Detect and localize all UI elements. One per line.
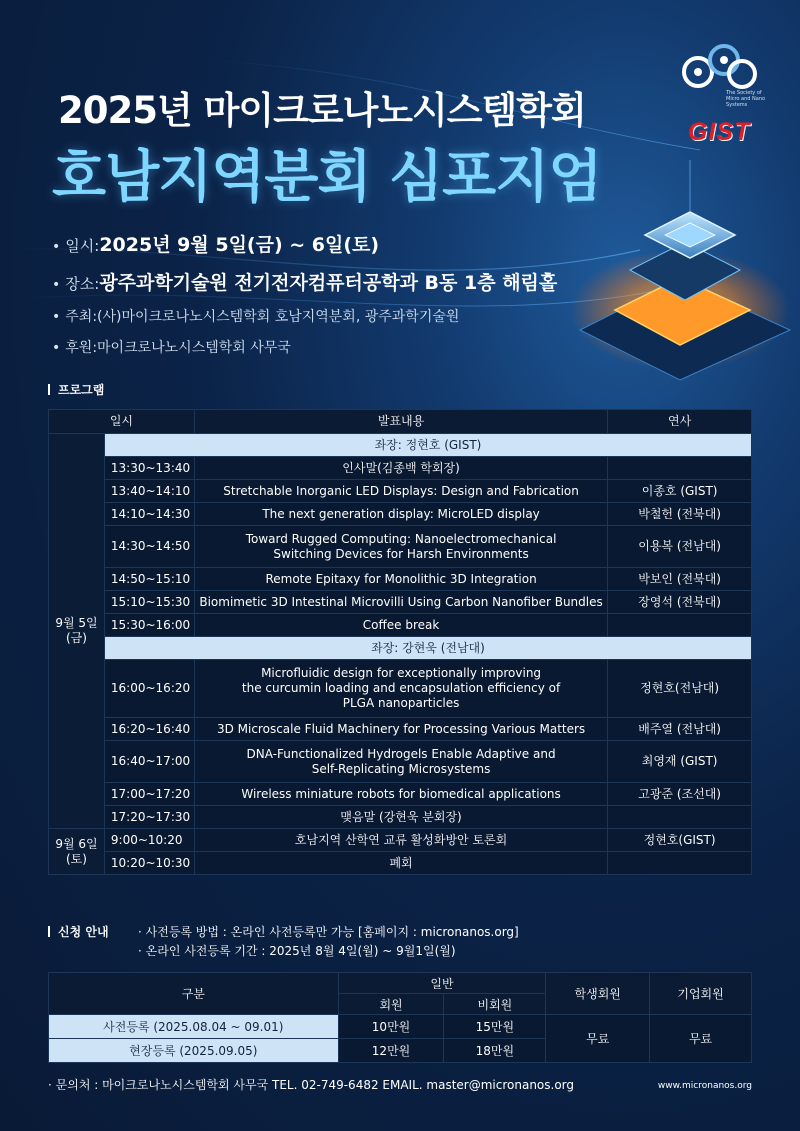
fee-header-type: 구분 bbox=[49, 973, 339, 1015]
registration-section-label: 신청 안내 bbox=[58, 925, 109, 939]
session-time: 17:00~17:20 bbox=[104, 783, 194, 806]
session-row bbox=[49, 741, 752, 783]
session-time: 14:50~15:10 bbox=[104, 568, 194, 591]
session-speaker bbox=[608, 614, 752, 637]
section-bar bbox=[48, 926, 50, 937]
session-speaker: 정현호(전남대) bbox=[608, 660, 752, 718]
event-info bbox=[52, 230, 557, 368]
chair-cell: 좌장: 강현욱 (전남대) bbox=[104, 637, 751, 660]
session-row bbox=[49, 503, 752, 526]
session-speaker: 이용복 (전남대) bbox=[608, 526, 752, 568]
fee-header-member: 회원 bbox=[338, 994, 444, 1015]
session-time: 17:20~17:30 bbox=[104, 806, 194, 829]
session-row bbox=[49, 457, 752, 480]
fee-member: 12만원 bbox=[338, 1039, 444, 1063]
session-time: 14:30~14:50 bbox=[104, 526, 194, 568]
session-speaker: 박보인 (전북대) bbox=[608, 568, 752, 591]
session-row bbox=[49, 829, 752, 852]
title-line1: 2025년 마이크로나노시스템학회 bbox=[58, 89, 586, 132]
chair-row bbox=[49, 637, 752, 660]
session-title: DNA-Functionalized Hydrogels Enable Adaptive and Self-Replicating Microsystems bbox=[194, 741, 607, 783]
session-title: Coffee break bbox=[194, 614, 607, 637]
session-speaker bbox=[608, 806, 752, 829]
session-time: 16:40~17:00 bbox=[104, 741, 194, 783]
session-speaker: 박철헌 (전북대) bbox=[608, 503, 752, 526]
session-title: Microfluidic design for exceptionally improving the curcumin loading and encapsulation efficiency of PLGA nanoparticles bbox=[194, 660, 607, 718]
info-venue bbox=[52, 268, 557, 295]
info-date bbox=[52, 230, 557, 257]
fee-row bbox=[49, 1015, 752, 1039]
fee-table bbox=[48, 972, 752, 1063]
session-title: 호남지역 산학연 교류 활성화방안 토론회 bbox=[194, 829, 607, 852]
program-body bbox=[49, 434, 752, 875]
fee-nonmember: 18만원 bbox=[444, 1039, 546, 1063]
session-row bbox=[49, 480, 752, 503]
session-time: 9:00~10:20 bbox=[104, 829, 194, 852]
day-label: 9월 6일 (토) bbox=[49, 829, 105, 875]
fee-nonmember: 15만원 bbox=[444, 1015, 546, 1039]
bullet: • bbox=[52, 277, 61, 293]
session-title: Wireless miniature robots for biomedical applications bbox=[194, 783, 607, 806]
section-bar bbox=[48, 384, 50, 395]
session-row bbox=[49, 614, 752, 637]
session-title: 폐회 bbox=[194, 852, 607, 875]
fee-type: 현장등록 (2025.09.05) bbox=[49, 1039, 339, 1063]
program-table bbox=[48, 409, 752, 875]
session-speaker: 이종호 (GIST) bbox=[608, 480, 752, 503]
fee-header-company: 기업회원 bbox=[650, 973, 752, 1015]
session-row bbox=[49, 806, 752, 829]
info-value: 마이크로나노시스템학회 사무국 bbox=[97, 340, 291, 356]
day-label: 9월 5일 (금) bbox=[49, 434, 105, 829]
fee-header-student: 학생회원 bbox=[546, 973, 650, 1015]
info-value: (사)마이크로나노시스템학회 호남지역분회, 광주과학기술원 bbox=[97, 309, 460, 325]
session-speaker: 정현호(GIST) bbox=[608, 829, 752, 852]
session-row bbox=[49, 783, 752, 806]
fee-type: 사전등록 (2025.08.04 ~ 09.01) bbox=[49, 1015, 339, 1039]
session-title: 맺음말 (강현욱 분회장) bbox=[194, 806, 607, 829]
registration-line2: · 온라인 사전등록 기간 : 2025년 8월 4일(월) ~ 9월1일(월) bbox=[138, 944, 456, 958]
chair-row bbox=[49, 434, 752, 457]
program-section-title bbox=[48, 381, 104, 398]
gist-logo: GIST bbox=[688, 118, 751, 146]
session-row bbox=[49, 526, 752, 568]
society-logo bbox=[682, 42, 766, 108]
chip-illustration bbox=[560, 160, 800, 390]
session-time: 15:10~15:30 bbox=[104, 591, 194, 614]
fee-header-row bbox=[49, 973, 752, 994]
session-time: 16:20~16:40 bbox=[104, 718, 194, 741]
session-speaker bbox=[608, 852, 752, 875]
session-row bbox=[49, 718, 752, 741]
fee-header-nonmember: 비회원 bbox=[444, 994, 546, 1015]
col-header-title: 발표내용 bbox=[194, 410, 607, 434]
session-speaker: 배주열 (전남대) bbox=[608, 718, 752, 741]
chair-cell: 좌장: 정현호 (GIST) bbox=[104, 434, 751, 457]
session-title: Toward Rugged Computing: Nanoelectromechanical Switching Devices for Harsh Environments bbox=[194, 526, 607, 568]
program-header-row bbox=[49, 410, 752, 434]
session-speaker: 최영재 (GIST) bbox=[608, 741, 752, 783]
info-sponsor bbox=[52, 337, 557, 357]
website-url: www.micronanos.org bbox=[657, 1081, 752, 1091]
info-label: 일시: bbox=[65, 237, 100, 255]
registration-line1: · 사전등록 방법 : 온라인 사전등록만 가능 [홈페이지 : micronanos.org] bbox=[138, 925, 519, 939]
title-line2: 호남지역분회 심포지엄 bbox=[52, 145, 602, 210]
session-title: Biomimetic 3D Intestinal Microvilli Using Carbon Nanofiber Bundles bbox=[194, 591, 607, 614]
bullet: • bbox=[52, 309, 61, 325]
session-speaker: 고광준 (조선대) bbox=[608, 783, 752, 806]
bullet: • bbox=[52, 239, 61, 255]
fee-member: 10만원 bbox=[338, 1015, 444, 1039]
program-section-label: 프로그램 bbox=[58, 383, 105, 397]
session-row bbox=[49, 568, 752, 591]
info-label: 후원: bbox=[65, 340, 98, 356]
session-time: 13:40~14:10 bbox=[104, 480, 194, 503]
session-time: 16:00~16:20 bbox=[104, 660, 194, 718]
bullet: • bbox=[52, 340, 61, 356]
session-time: 13:30~13:40 bbox=[104, 457, 194, 480]
info-value: 2025년 9월 5일(금) ~ 6일(토) bbox=[99, 234, 380, 256]
session-time: 10:20~10:30 bbox=[104, 852, 194, 875]
session-title: 3D Microscale Fluid Machinery for Processing Various Matters bbox=[194, 718, 607, 741]
session-title: 인사말(김종백 학회장) bbox=[194, 457, 607, 480]
info-label: 주최: bbox=[65, 309, 98, 325]
registration-lines bbox=[138, 923, 519, 961]
session-row bbox=[49, 852, 752, 875]
session-title: Remote Epitaxy for Monolithic 3D Integration bbox=[194, 568, 607, 591]
col-header-speaker: 연사 bbox=[608, 410, 752, 434]
session-title: The next generation display: MicroLED display bbox=[194, 503, 607, 526]
society-logo-text: The Society of Micro and Nano Systems bbox=[726, 90, 766, 108]
info-label: 장소: bbox=[65, 275, 100, 293]
session-speaker bbox=[608, 457, 752, 480]
session-row bbox=[49, 591, 752, 614]
fee-company: 무료 bbox=[650, 1015, 752, 1063]
fee-student: 무료 bbox=[546, 1015, 650, 1063]
session-row bbox=[49, 660, 752, 718]
fee-header-general: 일반 bbox=[338, 973, 546, 994]
info-host bbox=[52, 306, 557, 326]
session-title: Stretchable Inorganic LED Displays: Design and Fabrication bbox=[194, 480, 607, 503]
contact-info: · 문의처 : 마이크로나노시스템학회 사무국 TEL. 02-749-6482 EMAIL. master@micronanos.org bbox=[48, 1078, 575, 1092]
session-time: 14:10~14:30 bbox=[104, 503, 194, 526]
session-time: 15:30~16:00 bbox=[104, 614, 194, 637]
registration-info bbox=[48, 923, 519, 958]
session-speaker: 장영석 (전북대) bbox=[608, 591, 752, 614]
col-header-date: 일시 bbox=[49, 410, 195, 434]
info-value: 광주과학기술원 전기전자컴퓨터공학과 B동 1층 해림홀 bbox=[99, 272, 558, 294]
